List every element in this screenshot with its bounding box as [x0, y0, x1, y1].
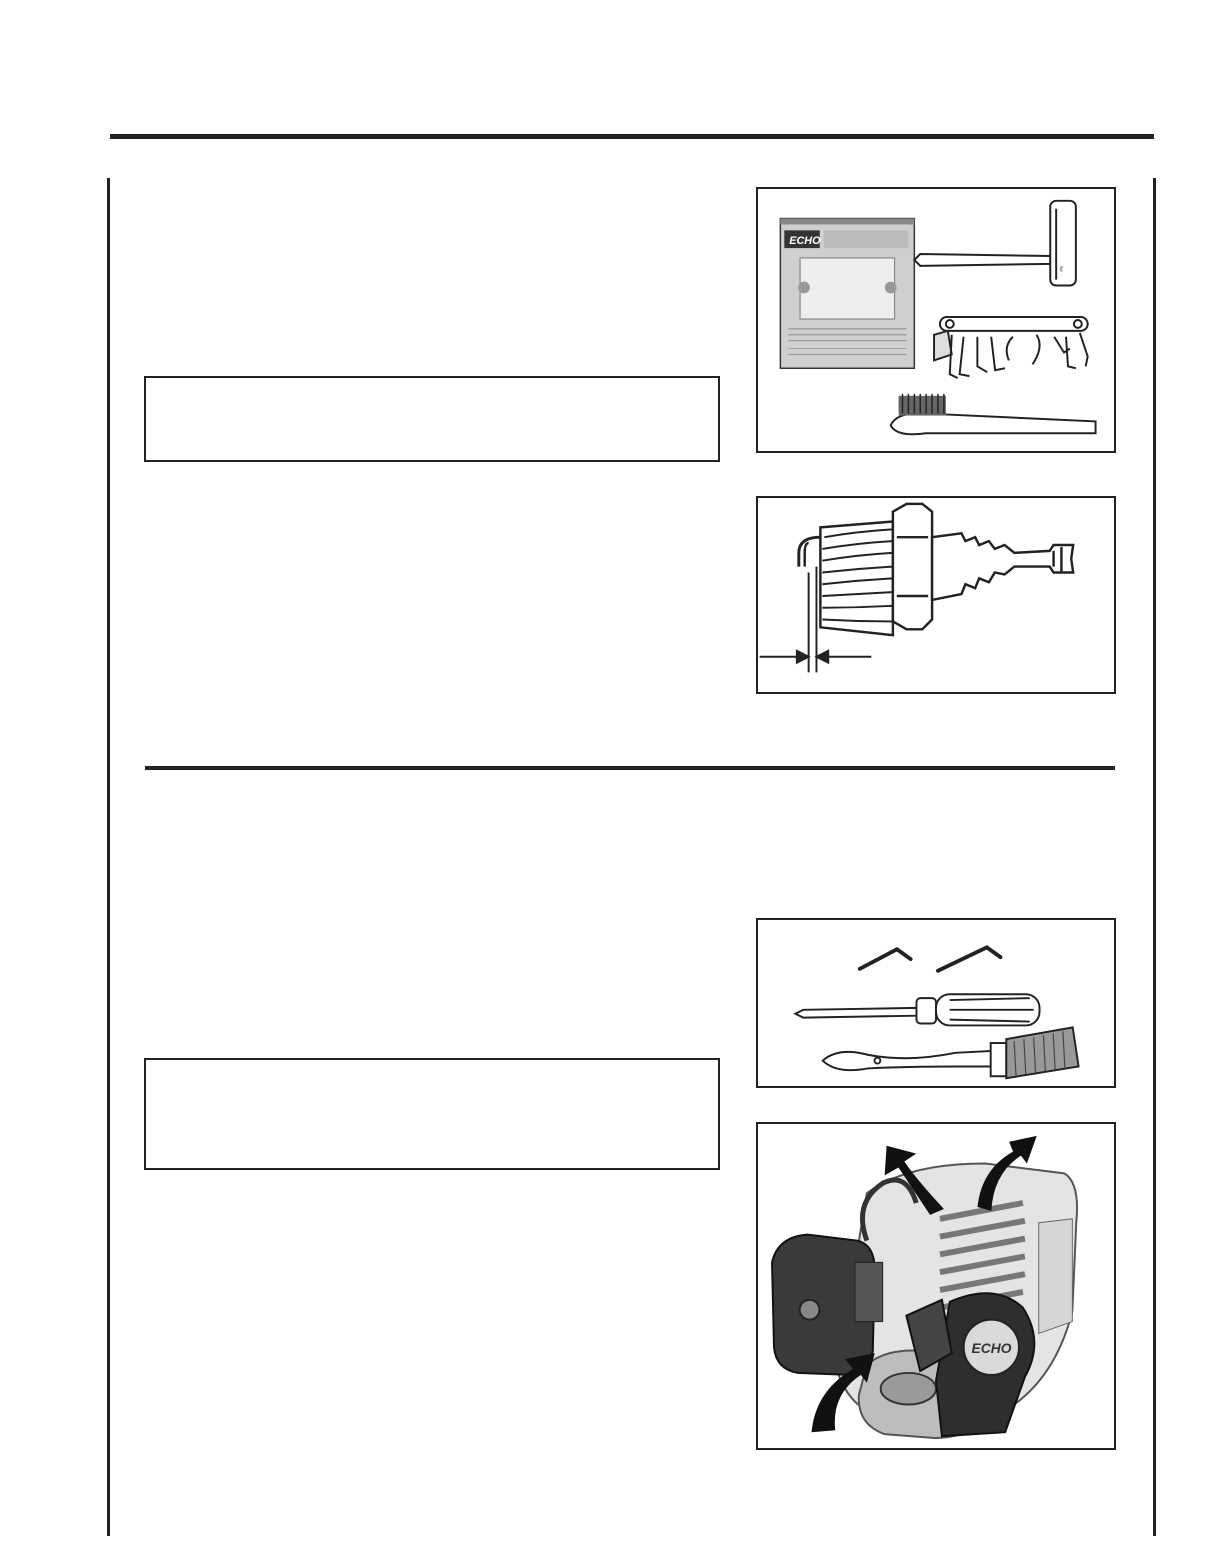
spark-plug-tools-illustration: [758, 189, 1114, 451]
note-box-lower: [144, 1058, 720, 1170]
wire-brush: [891, 394, 1096, 434]
section-divider: [145, 766, 1115, 770]
header-rule: [110, 134, 1154, 139]
card-brand-label: ECHO: [789, 235, 821, 248]
note-box-upper: [144, 376, 720, 462]
adjustment-tools-illustration: [758, 920, 1114, 1086]
right-margin-line: [1153, 178, 1156, 1536]
phillips-screwdriver: [795, 994, 1039, 1025]
figure-engine-cooling: [756, 1122, 1116, 1450]
spark-plug: [799, 504, 1073, 673]
engine-illustration: [758, 1124, 1114, 1448]
figure-spark-plug-tools: [756, 187, 1116, 453]
tool-kit-card: [780, 219, 914, 369]
figure-spark-plug-gap: [756, 496, 1116, 694]
cleaning-brush: [823, 1027, 1079, 1078]
figure-adjustment-tools: [756, 918, 1116, 1088]
spark-plug-gap-illustration: [758, 498, 1114, 692]
hex-keys: [860, 947, 1001, 970]
air-filter-cover: [772, 1235, 883, 1375]
engine-brand-label: ECHO: [971, 1340, 1012, 1357]
feeler-gauge-set: [934, 317, 1088, 378]
left-margin-line: [107, 178, 110, 1536]
svg-text:ℓ: ℓ: [1060, 264, 1063, 274]
spark-plug-wrench: [914, 201, 1076, 286]
